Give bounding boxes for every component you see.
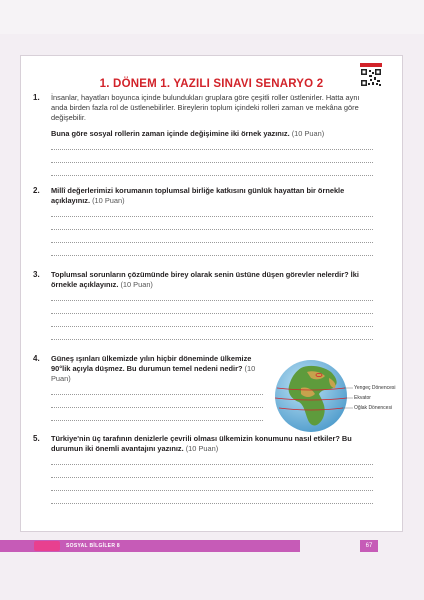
answer-line[interactable] [51,229,373,230]
question-points: (10 Puan) [120,280,153,289]
exam-title: 1. DÖNEM 1. YAZILI SINAVI SENARYO 2 [99,78,324,90]
question-5 [33,434,373,504]
equator-label: Ekvator [354,395,371,401]
page-number: 67 [360,540,378,552]
question-prompt: Toplumsal sorunların çözümünde birey olarak senin üstüne düşen görevler nelerdir? İki örnekle açıklayınız. [51,270,359,289]
footer-subject: SOSYAL BİLGİLER 8 [66,543,121,549]
answer-line[interactable] [51,175,373,176]
tropic-capricorn-label: Oğlak Dönencesi [354,405,393,411]
question-4 [33,354,263,421]
question-3 [33,270,373,340]
question-number: 3. [33,270,40,279]
answer-line[interactable] [51,339,373,340]
answer-line[interactable] [51,216,373,217]
top-strip [0,0,424,34]
tropic-cancer-label: Yengeç Dönencesi [354,385,396,391]
answer-line[interactable] [51,162,373,163]
answer-line[interactable] [51,255,373,256]
answer-line[interactable] [51,490,373,491]
exam-page [20,55,403,532]
answer-line[interactable] [51,477,373,478]
answer-line[interactable] [51,326,373,327]
question-prompt: Buna göre sosyal rollerin zaman içinde değişimine iki örnek yazınız. [51,129,290,138]
question-points: (10 Puan) [92,196,125,205]
question-prompt: Türkiye'nin üç tarafının denizlerle çevrili olması ülkemizin konumunu nasıl etkiler? Bu durumun iki önemli avantajını yazınız. [51,434,352,453]
question-number: 4. [33,354,40,363]
publisher-logo [34,541,60,551]
qr-label [360,63,382,67]
answer-line[interactable] [51,503,373,504]
earth-globe-icon [271,358,396,438]
answer-line[interactable] [51,242,373,243]
question-points: (10 Puan) [51,364,256,383]
question-points: (10 Puan) [291,129,325,138]
question-number: 1. [33,93,40,102]
footer [0,540,424,552]
answer-line[interactable] [51,407,263,408]
question-number: 5. [33,434,40,443]
answer-line[interactable] [51,149,373,150]
question-1 [33,93,373,176]
globe-illustration [271,358,396,438]
question-intro: İnsanlar, hayatları boyunca içinde bulundukları gruplara göre çeşitli roller üstlenirler. Hatta aynı anda birden fazla rol de üstlenebilirler. Bireylerin toplum içindeki rolleri zaman ve mekâna göre değişebilir. [51,93,360,122]
answer-line[interactable] [51,394,263,395]
question-prompt: Güneş ışınları ülkemizde yılın hiçbir döneminde ülkemize 90°lik açıyla düşmez. Bu durumun temel nedeni nedir? [51,354,252,373]
question-prompt: Millî değerlerimizi korumanın toplumsal birliğe katkısını günlük hayattan bir örnekle açıklayınız. [51,186,345,205]
question-2 [33,186,373,256]
answer-line[interactable] [51,420,263,421]
answer-line[interactable] [51,464,373,465]
answer-line[interactable] [51,300,373,301]
question-points: (10 Puan) [185,444,219,453]
question-number: 2. [33,186,40,195]
answer-line[interactable] [51,313,373,314]
